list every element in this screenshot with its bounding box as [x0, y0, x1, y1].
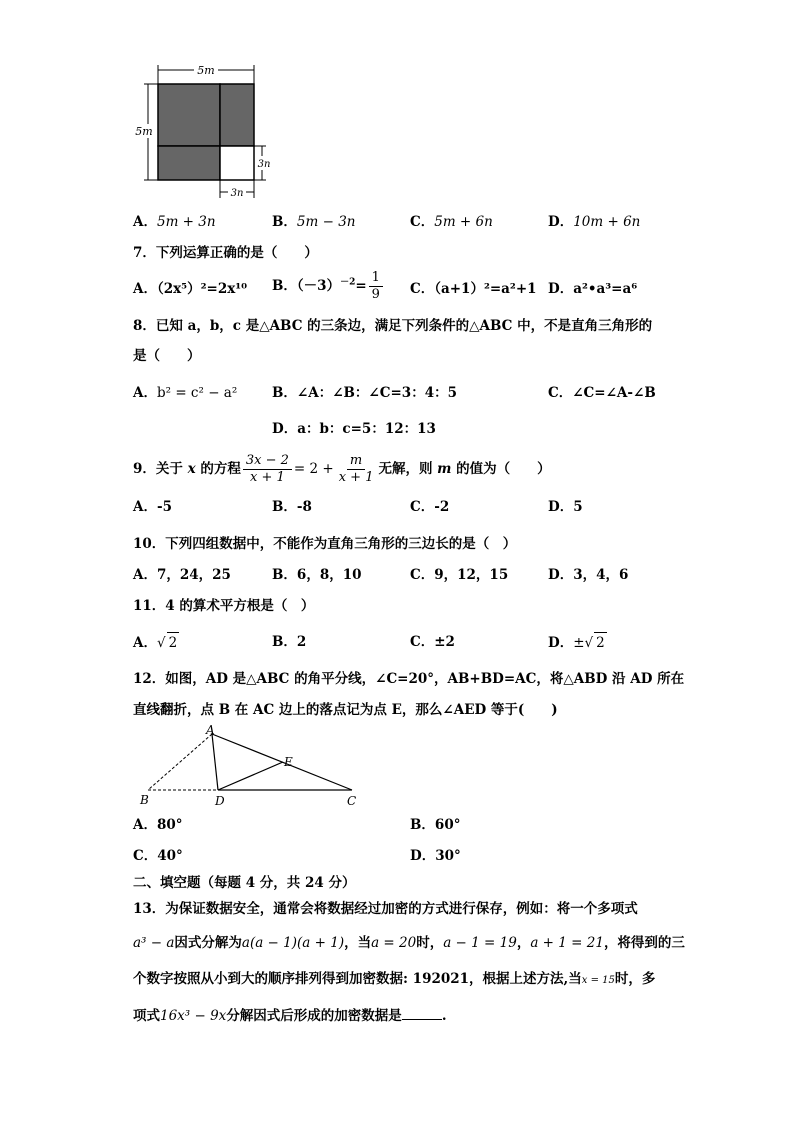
segment-AB	[148, 734, 212, 790]
q12-stem-line1: 12．如图，AD 是△ABC 的角平分线，∠C=20°，AB+BD=AC，将△ABD 沿 AD 所在	[133, 671, 685, 687]
q8-option-b[interactable]: B．∠A：∠B：∠C=3：4：5	[272, 385, 457, 401]
q13-line3: 个数字按照从小到大的顺序排列得到加密数据: 192021，根据上述方法,当x = 15时，多	[133, 971, 656, 987]
label-C: C	[347, 794, 357, 808]
q10-option-a[interactable]: A．7，24，25	[133, 567, 231, 583]
white-square	[220, 146, 254, 180]
label-B: B	[140, 793, 149, 807]
q11-stem: 11．4 的算术平方根是（ ）	[133, 598, 315, 614]
q13-line1: 13．为保证数据安全，通常会将数据经过加密的方式进行保存，例如：将一个多项式	[133, 901, 638, 917]
segment-DE	[218, 762, 283, 790]
q11-option-b[interactable]: B．2	[272, 634, 307, 650]
q8-option-d[interactable]: D．a：b：c=5：12：13	[272, 421, 436, 437]
q12-option-d[interactable]: D．30°	[410, 848, 461, 864]
q13-line2: a³ − a因式分解为a(a − 1)(a + 1)，当a = 20时，a − 1 = 19，a + 1 = 21，将得到的三	[133, 935, 685, 951]
shaded-rect-top-left	[158, 84, 220, 146]
section-title-fill-in: 二、填空题（每题 4 分，共 24 分）	[133, 875, 356, 891]
label-top-5m: 5m	[197, 64, 215, 77]
label-E: E	[284, 755, 293, 769]
q12-stem-line2: 直线翻折，点 B 在 AC 边上的落点记为点 E，那么∠AED 等于( )	[133, 702, 558, 718]
q8-option-c[interactable]: C．∠C=∠A-∠B	[548, 385, 656, 401]
shaded-rect-bottom-left	[158, 146, 220, 180]
label-A: A	[206, 723, 215, 737]
label-bottom-3n: 3n	[230, 188, 244, 199]
q9-option-a[interactable]: A．-5	[133, 499, 172, 515]
q10-option-c[interactable]: C．9，12，15	[410, 567, 509, 583]
q6-option-a[interactable]: A．5m + 3n	[133, 214, 216, 230]
q13-answer-blank[interactable]	[402, 1005, 442, 1020]
q7-option-a[interactable]: A．（2x⁵）²=2x¹⁰	[133, 281, 248, 297]
shaded-rect-top-right	[220, 84, 254, 146]
q8-stem-line2: 是（ ）	[133, 348, 201, 364]
label-right-3n: 3n	[257, 159, 271, 170]
q10-option-d[interactable]: D．3，4，6	[548, 567, 629, 583]
q7-stem: 7．下列运算正确的是（ ）	[133, 245, 318, 261]
area-figure	[130, 60, 280, 205]
q10-option-b[interactable]: B．6，8，10	[272, 567, 362, 583]
q12-option-b[interactable]: B．60°	[410, 817, 461, 833]
q11-option-a[interactable]: A．√ 2	[133, 632, 179, 653]
label-left-5m: 5m	[135, 125, 153, 138]
q13-line4: 项式16x³ − 9x分解因式后形成的加密数据是 .	[133, 1005, 447, 1026]
q9-option-c[interactable]: C．-2	[410, 499, 450, 515]
q10-stem: 10．下列四组数据中，不能作为直角三角形的三边长的是（ ）	[133, 536, 517, 552]
triangle-figure	[130, 722, 370, 812]
q8-option-a[interactable]: A．b² = c² − a²	[133, 385, 238, 401]
q9-option-b[interactable]: B．-8	[272, 499, 312, 515]
q11-option-c[interactable]: C．±2	[410, 634, 455, 650]
q11-option-d[interactable]: D．±√ 2	[548, 632, 607, 653]
q6-option-b[interactable]: B．5m − 3n	[272, 214, 356, 230]
label-D: D	[215, 794, 225, 808]
q7-option-d[interactable]: D．a²•a³=a⁶	[548, 281, 638, 297]
q7-option-c[interactable]: C．（a+1）²=a²+1	[410, 281, 537, 297]
q9-option-d[interactable]: D．5	[548, 499, 583, 515]
q12-option-a[interactable]: A．80°	[133, 817, 183, 833]
segment-AD	[212, 734, 218, 790]
q6-option-c[interactable]: C．5m + 6n	[410, 214, 493, 230]
q6-option-d[interactable]: D．10m + 6n	[548, 214, 641, 230]
q9-stem: 9．关于 x 的方程 $\frac{3x - 2}{x + 1}$ = 2 + $\frac{m}{x + 1}$ 无解，则 m 的值为（ ）	[133, 453, 551, 485]
q7-option-b[interactable]: B．$(-3)^{-2}=$ $\frac{1}{9}$	[272, 270, 385, 303]
q8-stem-line1: 8．已知 a，b，c 是△ABC 的三条边，满足下列条件的△ABC 中，不是直角三角形的	[133, 318, 653, 334]
q12-option-c[interactable]: C．40°	[133, 848, 183, 864]
